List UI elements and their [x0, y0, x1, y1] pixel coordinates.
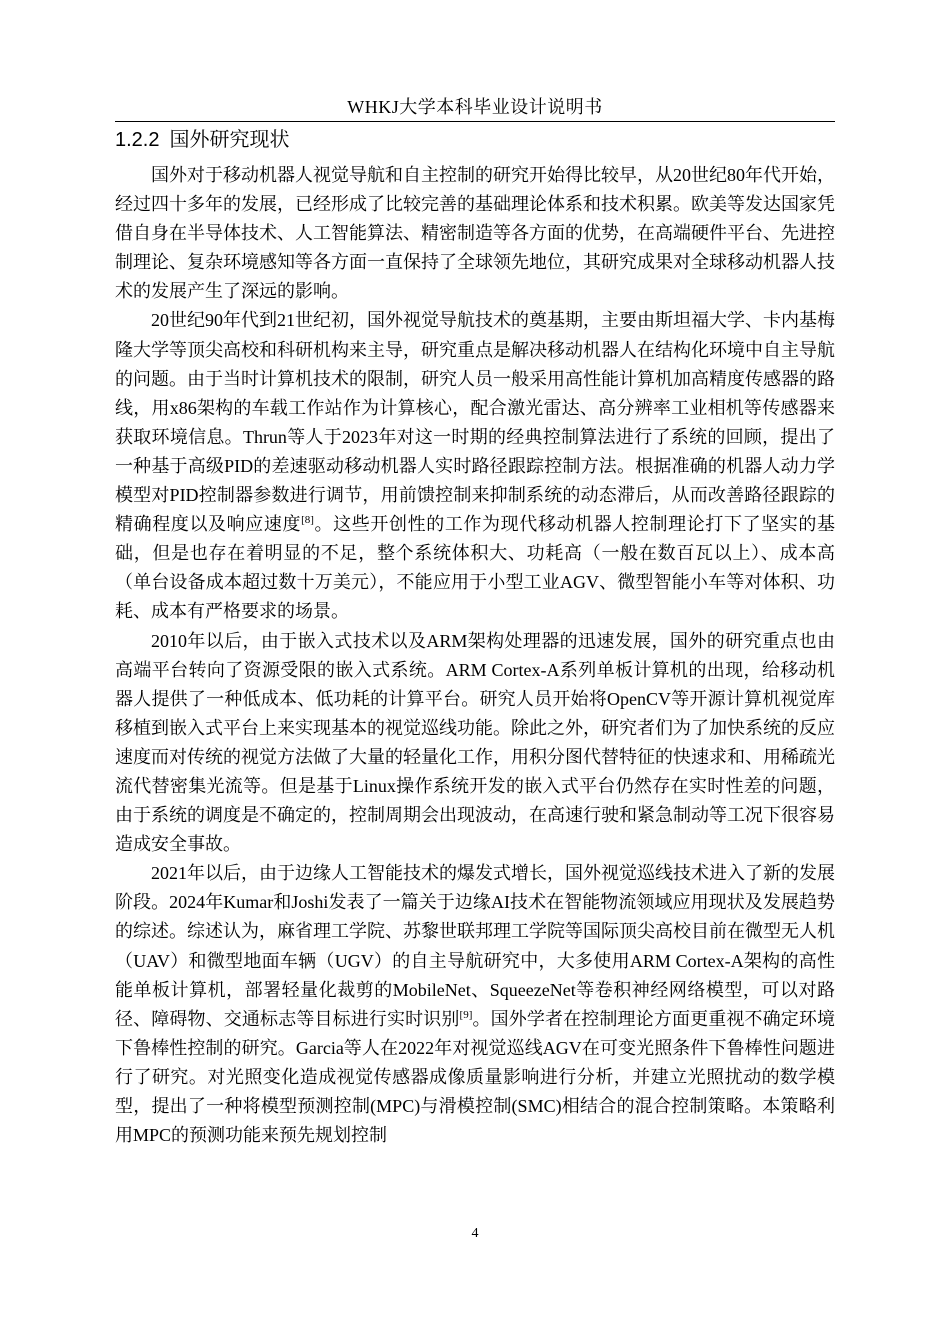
- paragraph-text: 。这些开创性的工作为现代移动机器人控制理论打下了坚实的基础，但是也存在着明显的不足，整个系统体积大、功耗高（一般在数百瓦以上）、成本高（单台设备成本超过数十万美元），不能应用于小型工业AGV、微型智能小车等对体积、功耗、成本有严格要求的场景。: [115, 514, 836, 622]
- section-title: 国外研究现状: [169, 129, 290, 151]
- page-number: 4: [471, 1226, 479, 1241]
- paragraph: [115, 627, 835, 860]
- citation-ref: [8]: [301, 514, 314, 527]
- paragraph-text: 。国外学者在控制理论方面更重视不确定环境下鲁棒性控制的研究。Garcia等人在2022年对视觉巡线AGV在可变光照条件下鲁棒性问题进行了研究。对光照变化造成视觉传感器成像质量影响进行分析，并建立光照扰动的数学模型，提出了一种将模型预测控制(MPC)与滑模控制(SMC)相结合的混合控制策略。本策略利用MPC的预测功能来预先规划控制: [115, 1008, 836, 1146]
- paragraph-text: 2010年以后，由于嵌入式技术以及ARM架构处理器的迅速发展，国外的研究重点也由高端平台转向了资源受限的嵌入式系统。ARM Cortex-A系列单板计算机的出现，给移动机器人提供了一种低成本、低功耗的计算平台。研究人员开始将OpenCV等开源计算机视觉库移植到嵌入式平台上来实现基本的视觉巡线功能。除此之外，研究者们为了加快系统的反应速度而对传统的视觉方法做了大量的轻量化工作，用积分图代替特征的快速求和、用稀疏光流代替密集光流等。但是基于Linux操作系统开发的嵌入式平台仍然存在实时性差的问题，由于系统的调度是不确定的，控制周期会出现波动，在高速行驶和紧急制动等工况下很容易造成安全事故。: [115, 630, 835, 855]
- paragraph-text: 20世纪90年代到21世纪初，国外视觉导航技术的奠基期，主要由斯坦福大学、卡内基梅隆大学等顶尖高校和科研机构来主导，研究重点是解决移动机器人在结构化环境中自主导航的问题。由于当时计算机技术的限制，研究人员一般采用高性能计算机加高精度传感器的路线，用x86架构的车载工作站作为计算核心，配合激光雷达、高分辨率工业相机等传感器来获取环境信息。Thrun等人于2023年对这一时期的经典控制算法进行了系统的回顾，提出了一种基于高级PID的差速驱动移动机器人实时路径跟踪控制方法。根据准确的机器人动力学模型对PID控制器参数进行调节，用前馈控制来抑制系统的动态滞后，从而改善路径跟踪的精确程度以及响应速度: [115, 310, 835, 535]
- header-rule: [115, 121, 835, 122]
- paragraph-text: 2021年以后，由于边缘人工智能技术的爆发式增长，国外视觉巡线技术进入了新的发展阶段。2024年Kumar和Joshi发表了一篇关于边缘AI技术在智能物流领域应用现状及发展趋势的综述。综述认为，麻省理工学院、苏黎世联邦理工学院等国际顶尖高校目前在微型无人机（UAV）和微型地面车辆（UGV）的自主导航研究中，大多使用ARM Cortex-A架构的高性能单板计算机，部署轻量化裁剪的MobileNet、SqueezeNet等卷积神经网络模型，可以对路径、障碍物、交通标志等目标进行实时识别: [115, 863, 835, 1029]
- paragraph-text: 国外对于移动机器人视觉导航和自主控制的研究开始得比较早，从20世纪80年代开始，经过四十多年的发展，已经形成了比较完善的基础理论体系和技术积累。欧美等发达国家凭借自身在半导体技术、人工智能算法、精密制造等各方面的优势，在高端硬件平台、先进控制理论、复杂环境感知等各方面一直保持了全球领先地位，其研究成果对全球移动机器人技术的发展产生了深远的影响。: [115, 165, 835, 302]
- paragraph: [115, 306, 835, 626]
- section-number: 1.2.2: [115, 129, 160, 151]
- page-header: WHKJ大学本科毕业设计说明书: [347, 97, 603, 117]
- section-heading: [115, 125, 289, 155]
- paragraph: [115, 859, 835, 1150]
- body-text: [115, 161, 835, 1150]
- paragraph: [115, 161, 835, 306]
- citation-ref: [9]: [459, 1008, 473, 1021]
